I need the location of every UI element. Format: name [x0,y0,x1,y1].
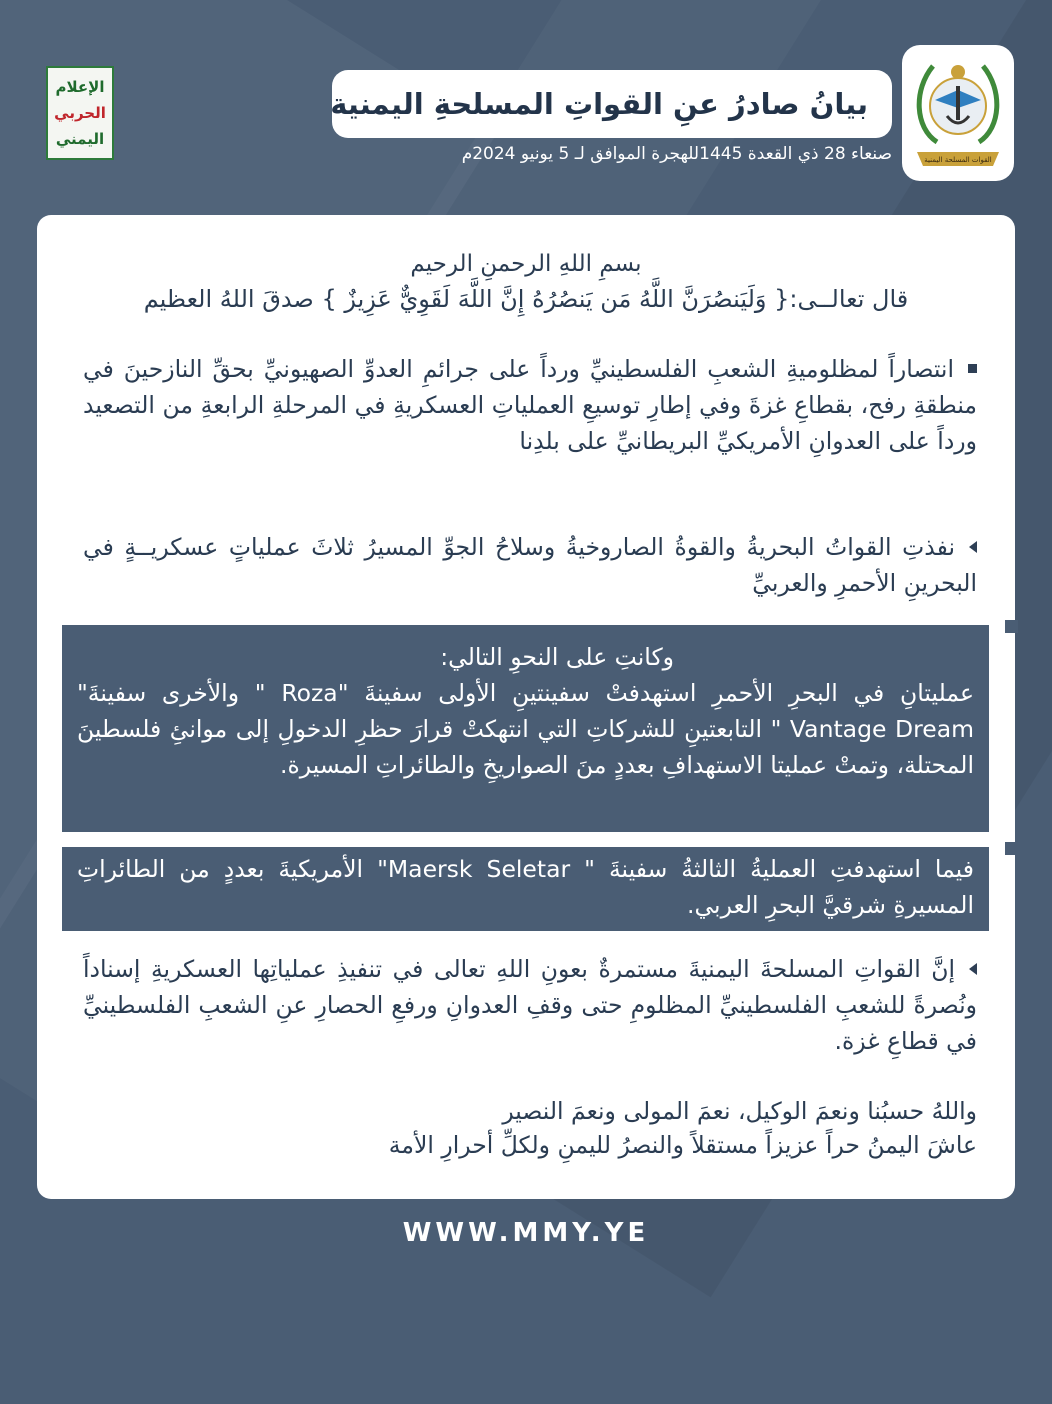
square-bullet-icon [968,364,977,373]
logo-line-2: الحربي [54,104,106,122]
paragraph-operations [83,529,977,601]
paragraph-continuation [83,951,977,1059]
operations-detail-box [62,625,989,832]
military-media-logo [46,66,114,160]
detail-text-part-1: عمليتانِ في البحرِ الأحمرِ استهدفتْ سفينتينِ الأولى سفينةَ "Roza " والأخرى سفينةَ" [77,679,975,707]
third-operation-text [77,851,974,923]
detail-text-part-2: " التابعتينِ للشركاتِ التي انتهكتْ قرارَ حظرِ الدخولِ إلى موانئِ فلسطينَ المحتلة، وتمتْ عمليتا الاستهدافِ بعددٍ منَ الصواريخِ والطائراتِ المسيرة. [77,715,974,779]
box-corner-square [1005,620,1018,633]
third-op-part-2: " الأمريكيةَ بعددٍ من الطائراتِ المسيرةِ شرقيَّ البحرِ العربي. [77,855,974,919]
third-operation-box [62,847,989,931]
box-corner-square [1005,842,1018,855]
title-banner [332,70,892,138]
paragraph-intro [83,351,977,459]
armed-forces-emblem [902,45,1014,181]
detail-heading: وكانتِ على النحوِ التالي: [440,643,674,671]
ship-name-vantage-dream: Vantage Dream [789,715,974,743]
triangle-bullet-icon [969,963,977,975]
logo-line-3: اليمني [55,130,105,148]
footer-website[interactable]: WWW.MMY.YE [402,1218,650,1248]
date-line: صنعاء 28 ذي القعدة 1445للهجرة الموافق لـ 5 يونيو 2024م [461,144,892,164]
emblem-icon [907,50,1009,176]
paragraph-continuation-text: إنَّ القواتِ المسلحةَ اليمنيةَ مستمرةٌ بعونِ اللهِ تعالى في تنفيذِ عملياتِها العسكريةِ إسناداً ونُصرةً للشعبِ الفلسطينيِّ المظلومِ حتى وقفِ العدوانِ ورفعِ الحصارِ عنِ الشعبِ الفلسطينيِّ في قطاعِ غزة. [83,955,977,1055]
closing-line-2: عاشَ اليمنُ حراً عزيزاً مستقلاً والنصرُ لليمنِ ولكلِّ أحرارِ الأمة [388,1131,977,1159]
quran-verse: قال تعالــى:{ وَلَيَنصُرَنَّ اللَّهُ مَن يَنصُرُهُ إِنَّ اللَّهَ لَقَوِيٌّ عَزِيزٌ } صدقَ اللهُ العظيم [143,285,909,313]
ship-name-maersk-seletar: Maersk Seletar [387,855,571,883]
statement-card [37,215,1015,1199]
detail-red-sea-text [77,675,974,783]
third-op-part-1: فيما استهدفتِ العمليةُ الثالثةُ سفينةَ " [570,855,974,883]
paragraph-operations-text: نفذتِ القواتُ البحريةُ والقوةُ الصاروخيةُ وسلاحُ الجوِّ المسيرُ ثلاثَ عملياتٍ عسكريــةٍ في البحرينِ الأحمرِ والعربيِّ [83,533,977,597]
triangle-bullet-icon [969,541,977,553]
page-title: بيانُ صادرُ عنِ القواتِ المسلحةِ اليمنية [330,87,868,121]
closing-line-1: واللهُ حسبُنا ونعمَ الوكيل، نعمَ المولى ونعمَ النصير [502,1097,977,1125]
emblem-ribbon-text: القوات المسلحة اليمنية [924,156,992,164]
basmala: بسمِ اللهِ الرحمنِ الرحيم [410,251,642,277]
paragraph-intro-text: انتصاراً لمظلوميةِ الشعبِ الفلسطينيِّ ورداً على جرائمِ العدوِّ الصهيونيِّ بحقِّ النازحينَ في منطقةِ رفح، بقطاعِ غزةَ وفي إطارِ توسيعِ العملياتِ العسكريةِ في المرحلةِ الرابعةِ من التصعيد ورداً على العدوانِ الأمريكيِّ البريطانيِّ على بلدِنا [83,355,977,455]
logo-line-1: الإعلام [55,78,105,96]
